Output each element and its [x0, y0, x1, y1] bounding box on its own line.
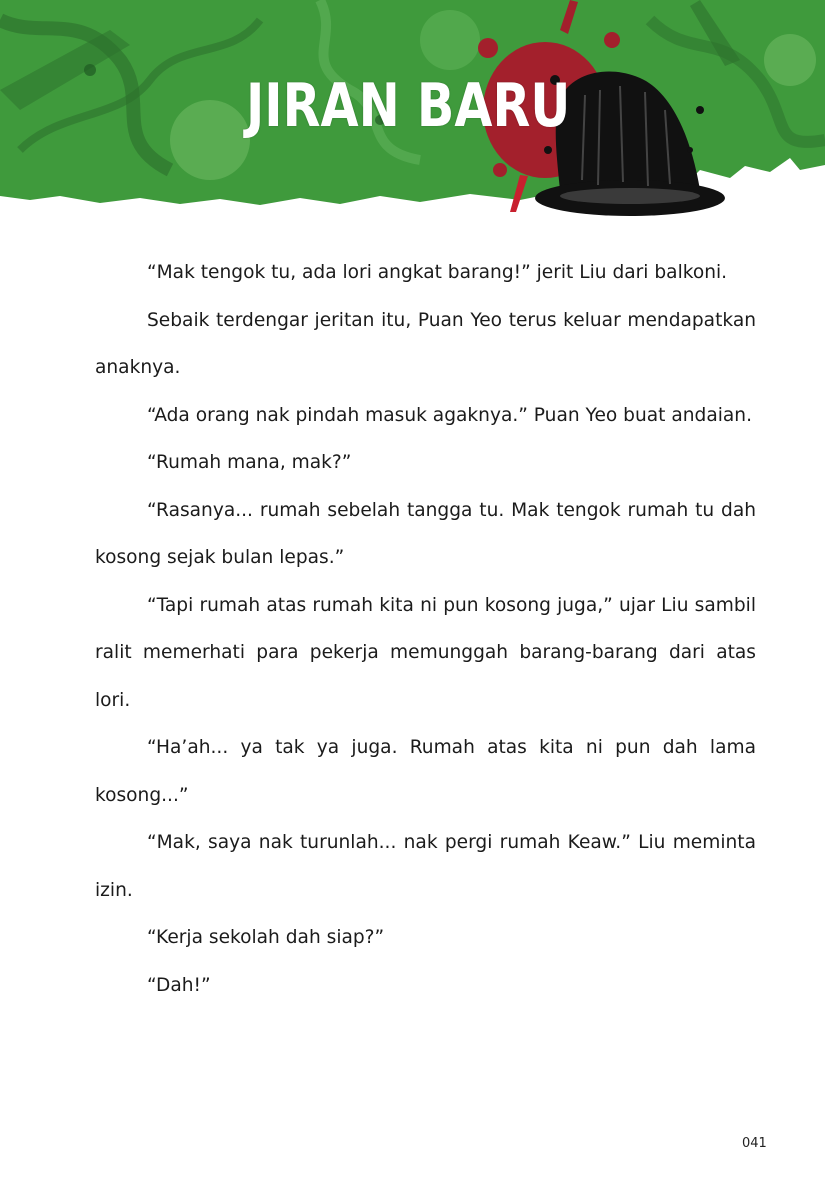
story-body [95, 249, 756, 1009]
banner-texture-dot [764, 34, 816, 86]
paragraph: “Tapi rumah atas rumah kita ni pun kosong juga,” ujar Liu sambil ralit memerhati para pekerja memunggah barang-barang dari atas lori. [95, 594, 756, 711]
paragraph: “Dah!” [147, 974, 211, 996]
paragraph: “Mak tengok tu, ada lori angkat barang!” jerit Liu dari balkoni. [147, 262, 728, 283]
chapter-title: JIRAN BARU [246, 71, 571, 141]
page-number: 041 [742, 1136, 767, 1151]
paragraph: Sebaik terdengar jeritan itu, Puan Yeo terus keluar mendapatkan anaknya. [95, 309, 756, 378]
paragraph: “Ha’ah... ya tak ya juga. Rumah atas kita ni pun dah lama kosong...” [95, 737, 756, 806]
banner-texture-dot [420, 10, 480, 70]
paragraph: “Kerja sekolah dah siap?” [147, 927, 385, 948]
banner-texture-dot [170, 100, 250, 180]
banner-texture-dot [84, 64, 96, 76]
paragraph: “Mak, saya nak turunlah... nak pergi rumah Keaw.” Liu meminta izin. [95, 832, 756, 901]
paragraph: “Rasanya... rumah sebelah tangga tu. Mak tengok rumah tu dah kosong sejak bulan lepas.” [95, 499, 756, 568]
paragraph: “Rumah mana, mak?” [147, 452, 352, 473]
paragraph: “Ada orang nak pindah masuk agaknya.” Puan Yeo buat andaian. [147, 404, 752, 426]
